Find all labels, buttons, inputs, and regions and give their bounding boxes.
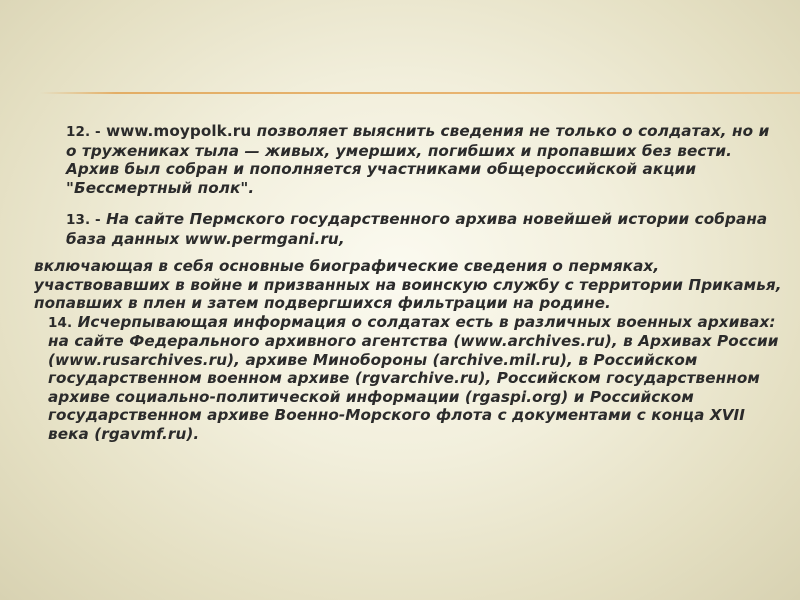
item-text: включающая в себя основные биографические сведения о пермяках, участвовавших в войне и призванных на воинскую службу с территории Прикамья, попавших в плен и затем подвергшихся фильтрации на родине. xyxy=(34,257,782,312)
paragraph-item-12 xyxy=(34,122,782,197)
item-text: Исчерпывающая информация о солдатах есть в различных военных архивах: на сайте Федерального архивного агентства (www.archives.ru), в Архивах России (www.rusarchives.ru), архиве Минобороны (archive.mil.ru), в Российском государственном военном архиве (rgvarchive.ru), Российском государственном архиве социально-политической информации (rgaspi.org) и Российском государственном архиве Военно-Морского флота с документами с конца XVII века (rgavmf.ru). xyxy=(48,312,779,443)
paragraph-item-13-continued xyxy=(34,257,782,313)
item-text: позволяет выяснить сведения не только о солдатах, но и о тружениках тыла — живых, умерших, погибших и пропавших без вести. Архив был собран и пополняется участниками общероссийской акции "Бессмертный полк". xyxy=(66,122,770,197)
decorative-divider xyxy=(40,92,800,94)
item-number: 12. - xyxy=(66,124,101,140)
item-number: 14. xyxy=(48,314,73,331)
paragraph-item-14 xyxy=(34,313,782,444)
item-number: 13. - xyxy=(66,212,101,228)
item-url: www.moypolk.ru xyxy=(106,122,252,140)
item-text: На сайте Пермского государственного архива новейшей истории собрана база данных www.permgani.ru, xyxy=(66,210,768,248)
slide-body xyxy=(34,122,782,443)
paragraph-item-13 xyxy=(34,210,782,248)
